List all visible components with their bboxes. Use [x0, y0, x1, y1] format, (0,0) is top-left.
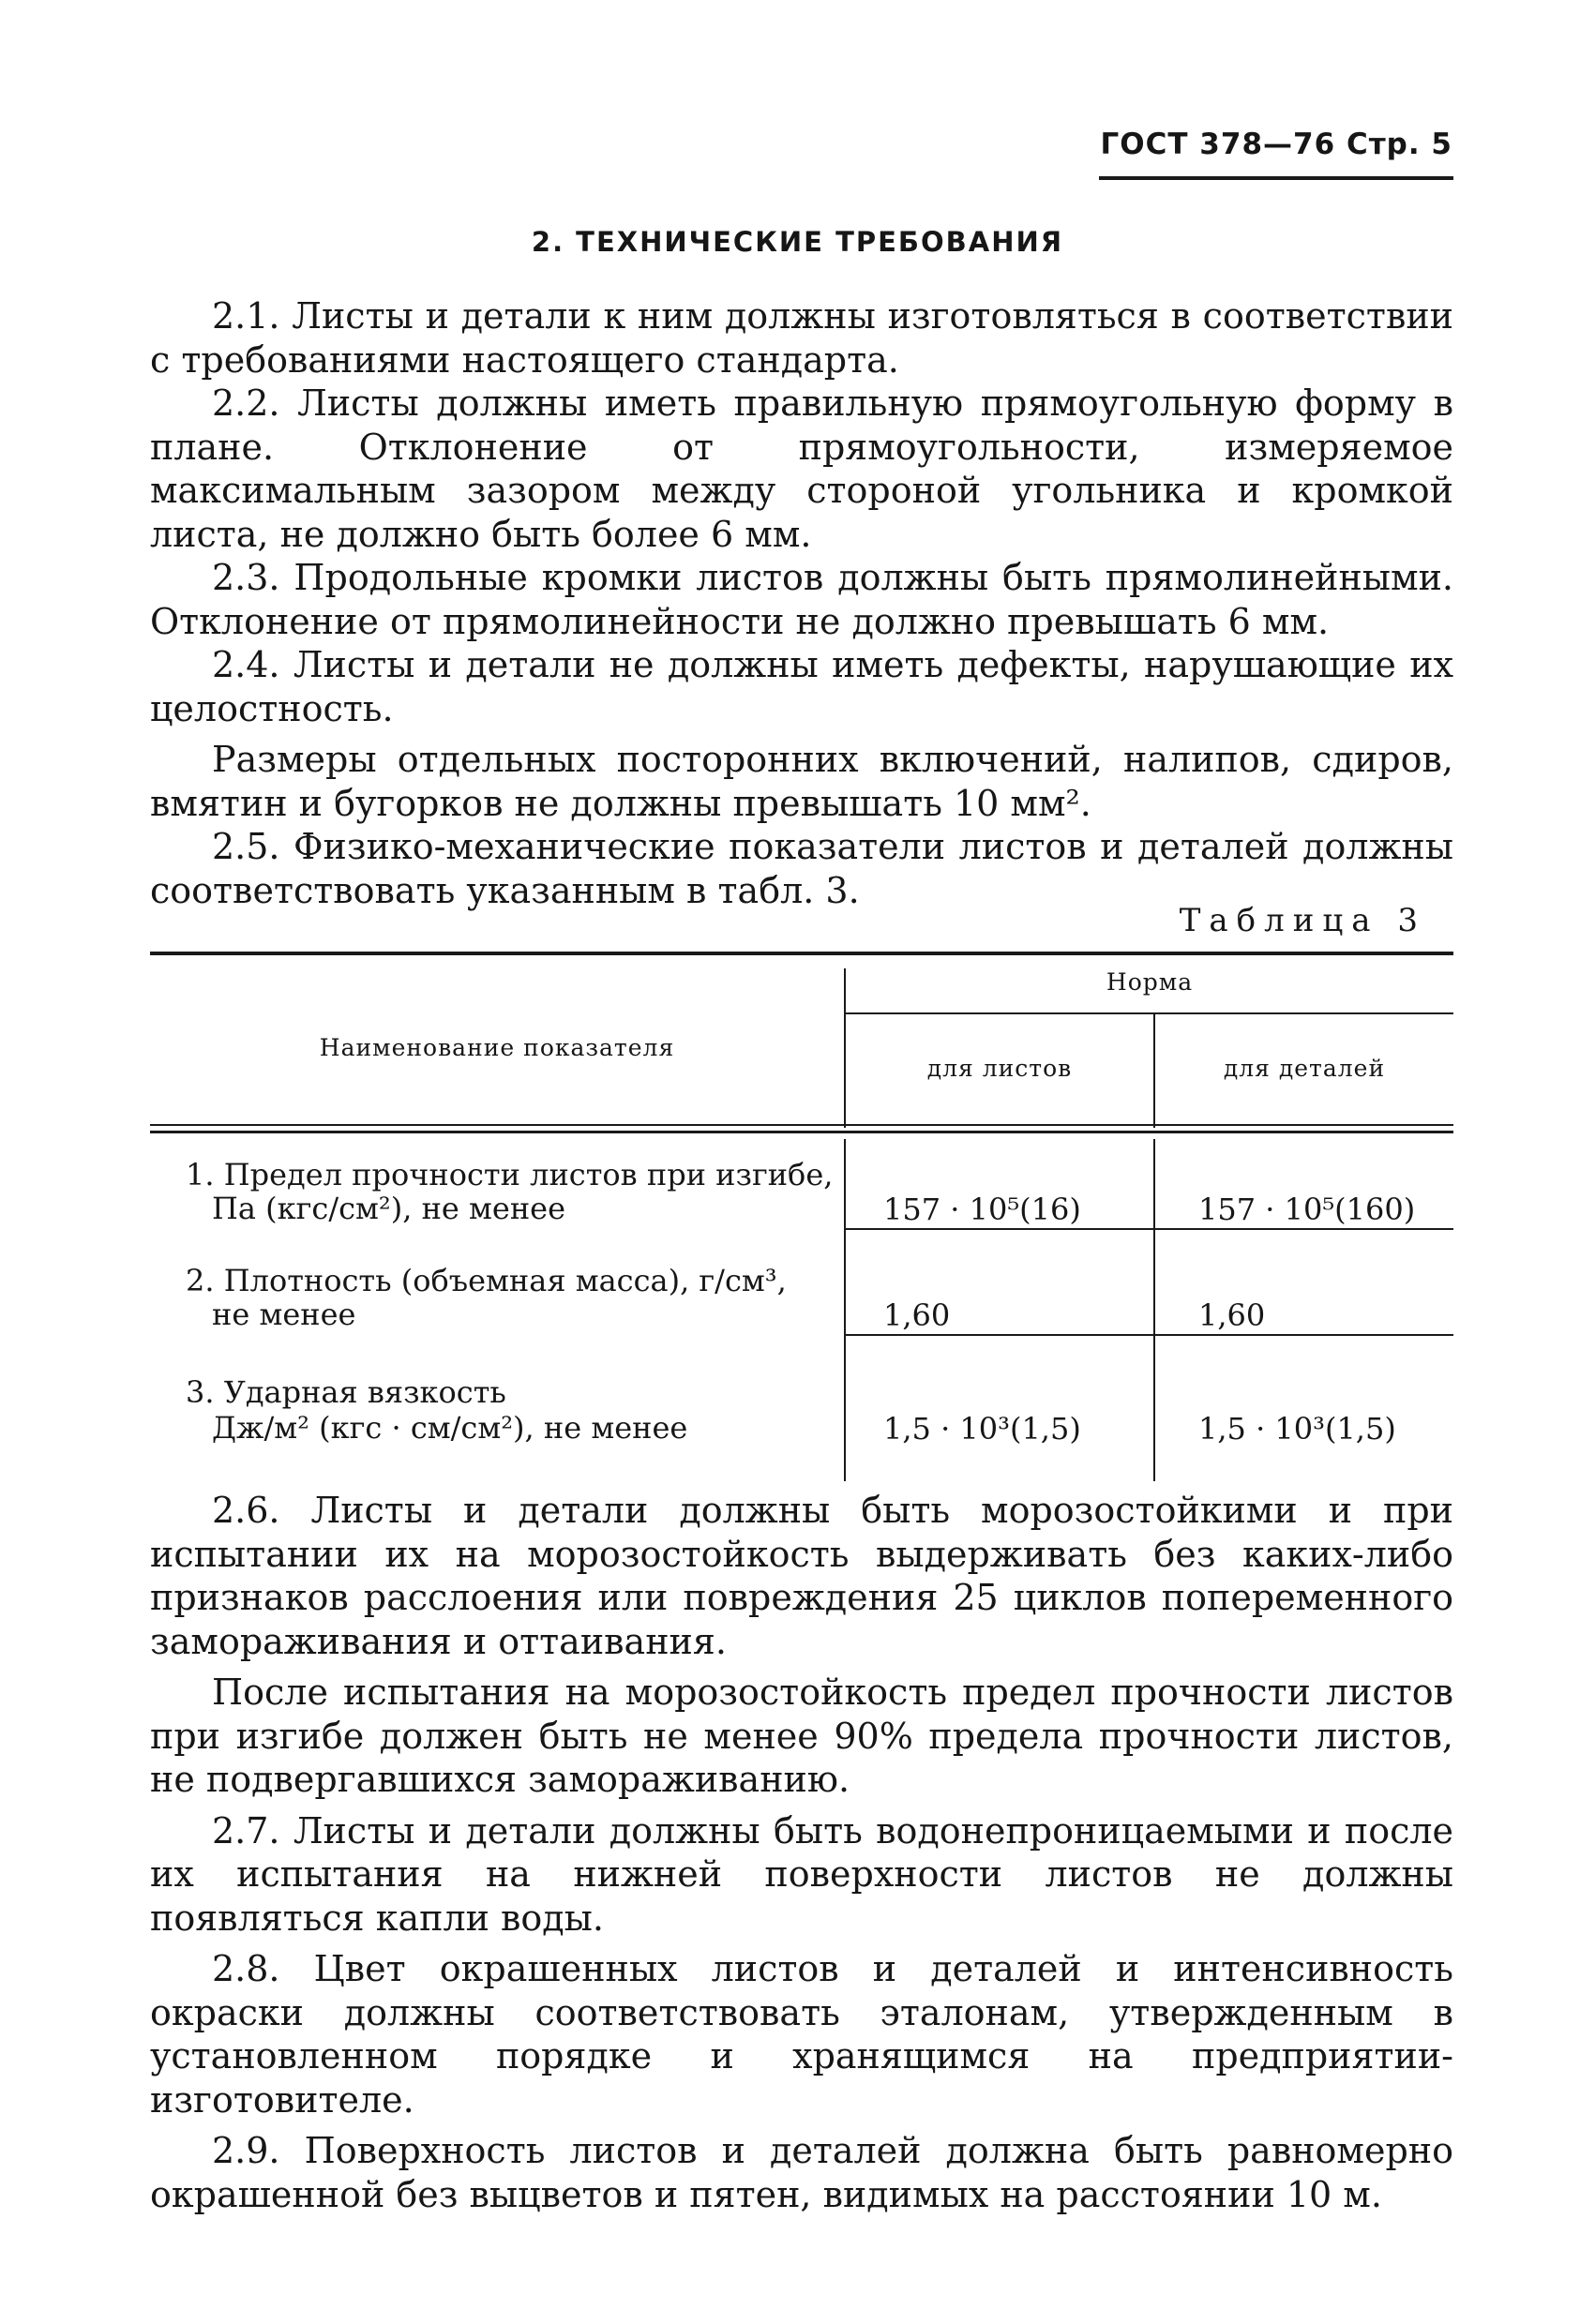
- properties-table: [150, 952, 1453, 1481]
- row-2-sheets: 1,60: [883, 1297, 951, 1333]
- header-parts: для деталей: [1223, 1055, 1386, 1082]
- row-3-line-1: 3. Ударная вязкость: [186, 1374, 506, 1410]
- paragraph-2-1: 2.1. Листы и детали к ним должны изготовляться в соответствии с требованиями настоящего стандарта.: [150, 295, 1453, 381]
- paragraphs-top: [150, 294, 1453, 912]
- paragraphs-bottom: [150, 1489, 1453, 2216]
- paragraph-2-8: 2.8. Цвет окрашенных листов и деталей и интенсивность окраски должны соответствовать эталонам, утвержденным в установленном порядке и хранящимся на предприятии-изготовителе.: [150, 1948, 1453, 2121]
- paragraph-after-test: После испытания на морозостойкость предел прочности листов при изгибе должен быть не менее 90% предела прочности листов, не подвергавшихся замораживанию.: [150, 1672, 1453, 1800]
- header-norm: Норма: [1106, 968, 1194, 996]
- paragraph-2-5: 2.5. Физико-механические показатели листов и деталей должны соответствовать указанным в табл. 3.: [150, 826, 1453, 911]
- paragraph-2-3: 2.3. Продольные кромки листов должны быть прямолинейными. Отклонение от прямолинейности не должно превышать 6 мм.: [150, 557, 1453, 642]
- paragraph-2-6: 2.6. Листы и детали должны быть морозостойкими и при испытании их на морозостойкость выдерживать без каких-либо признаков расслоения или повреждения 25 циклов попеременного замораживания и оттаивания.: [150, 1490, 1453, 1662]
- header-sheets: для листов: [926, 1055, 1073, 1082]
- row-1-line-1: 1. Предел прочности листов при изгибе,: [186, 1157, 834, 1192]
- header-rule-1: [150, 1124, 1453, 1126]
- paragraph-2-2: 2.2. Листы должны иметь правильную прямоугольную форму в плане. Отклонение от прямоугольности, измеряемое максимальным зазором между стороной угольника и кромкой листа, не должно быть более 6 мм.: [150, 382, 1453, 555]
- row-2-underline: [846, 1334, 1153, 1336]
- row-2-line-2: не менее: [212, 1297, 356, 1332]
- row-2-parts: 1,60: [1198, 1297, 1266, 1333]
- header-name-col: Наименование показателя: [319, 1034, 675, 1061]
- row-1-underline: [846, 1228, 1153, 1230]
- row-2-line-1: 2. Плотность (объемная масса), г/см³,: [186, 1263, 787, 1298]
- row-1-underline-2: [1155, 1228, 1453, 1230]
- paragraph-inclusions: Размеры отдельных посторонних включений, налипов, сдиров, вмятин и бугорков не должны превышать 10 мм².: [150, 739, 1453, 824]
- row-1-line-2: Па (кгс/см²), не менее: [212, 1191, 566, 1226]
- page-header: ГОСТ 378—76 Стр. 5: [1100, 127, 1452, 161]
- row-3-sheets: 1,5 · 10³(1,5): [883, 1411, 1081, 1447]
- norm-underline: [846, 1012, 1453, 1014]
- paragraph-2-9: 2.9. Поверхность листов и деталей должна быть равномерно окрашенной без выцветов и пятен, видимых на расстоянии 10 м.: [150, 2130, 1453, 2215]
- header-rule: [1099, 176, 1453, 180]
- table-top-rule: [150, 952, 1453, 955]
- row-3-line-2: Дж/м² (кгс · см/см²), не менее: [212, 1410, 688, 1446]
- body-col-divider-2: [1153, 1139, 1155, 1481]
- body-col-divider: [844, 1139, 846, 1481]
- row-2-underline-2: [1155, 1334, 1453, 1336]
- section-heading: 2. ТЕХНИЧЕСКИЕ ТРЕБОВАНИЯ: [531, 226, 1064, 258]
- row-1-parts: 157 · 10⁵(160): [1198, 1192, 1416, 1227]
- table-caption: Таблица 3: [1179, 902, 1426, 939]
- header-rule-2: [150, 1131, 1453, 1133]
- paragraph-2-7: 2.7. Листы и детали должны быть водонепроницаемыми и после их испытания на нижней поверхности листов не должны появляться капли воды.: [150, 1809, 1453, 1939]
- row-3-parts: 1,5 · 10³(1,5): [1198, 1411, 1396, 1447]
- row-1-sheets: 157 · 10⁵(16): [883, 1192, 1081, 1227]
- paragraph-2-4: 2.4. Листы и детали не должны иметь дефекты, нарушающие их целостность.: [150, 644, 1453, 729]
